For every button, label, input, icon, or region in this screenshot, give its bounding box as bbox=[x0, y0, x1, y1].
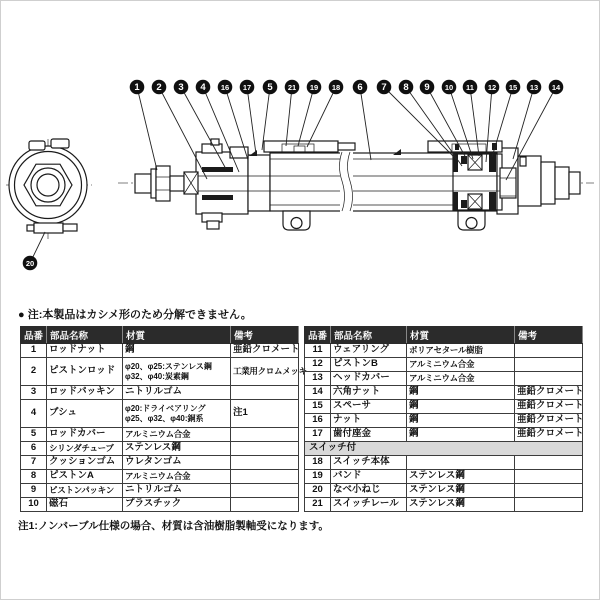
column-header-2: 材質 bbox=[123, 327, 231, 344]
note-1: 注1:ノンバーブル仕様の場合、材質は含油樹脂製軸受になります。 bbox=[18, 520, 329, 532]
cell-part-name: スイッチ本体 bbox=[331, 456, 407, 470]
balloon-8 bbox=[399, 80, 414, 95]
cell-part-name: ピストンB bbox=[331, 358, 407, 372]
cell-part-name: ロッドパッキン bbox=[47, 386, 123, 400]
cell-part-no: 8 bbox=[21, 470, 47, 484]
table-row bbox=[305, 358, 583, 372]
cell-remark: 注1 bbox=[231, 400, 299, 428]
cell-part-name: ナット bbox=[331, 414, 407, 428]
table-row bbox=[305, 428, 583, 442]
cell-material: φ20:ドライベアリング φ25、φ32、φ40:銅系 bbox=[123, 400, 231, 428]
cell-material: 鋼 bbox=[407, 428, 515, 442]
cell-material: 鋼 bbox=[123, 344, 231, 358]
svg-text:2: 2 bbox=[156, 82, 162, 93]
cell-remark bbox=[515, 358, 583, 372]
balloon-6 bbox=[353, 80, 368, 95]
balloon-13 bbox=[527, 80, 542, 95]
cell-part-name: ピストンロッド bbox=[47, 358, 123, 386]
cell-remark bbox=[231, 386, 299, 400]
column-header-3: 備考 bbox=[515, 327, 583, 344]
svg-text:3: 3 bbox=[178, 82, 184, 93]
cell-remark bbox=[231, 456, 299, 470]
cylinder-side-view bbox=[135, 139, 580, 230]
cell-part-no: 6 bbox=[21, 442, 47, 456]
svg-text:21: 21 bbox=[287, 83, 297, 92]
cell-material: ステンレス鋼 bbox=[407, 470, 515, 484]
switch-bracket bbox=[34, 223, 63, 233]
cell-material: ステンレス鋼 bbox=[123, 442, 231, 456]
svg-text:13: 13 bbox=[529, 83, 539, 92]
cell-part-no: 20 bbox=[305, 484, 331, 498]
cell-part-no: 3 bbox=[21, 386, 47, 400]
svg-text:6: 6 bbox=[357, 82, 363, 93]
cell-part-no: 2 bbox=[21, 358, 47, 386]
cell-material bbox=[407, 456, 515, 470]
parts-table-left bbox=[20, 326, 307, 512]
column-header-1: 部品名称 bbox=[331, 327, 407, 344]
table-row bbox=[21, 358, 299, 386]
table-row bbox=[305, 386, 583, 400]
parts-tables bbox=[20, 326, 583, 512]
table-row bbox=[305, 456, 583, 470]
cell-part-no: 12 bbox=[305, 358, 331, 372]
svg-text:7: 7 bbox=[381, 82, 387, 93]
cell-material: ポリアセタール樹脂 bbox=[407, 344, 515, 358]
cell-material: 鋼 bbox=[407, 386, 515, 400]
cell-part-name: ヘッドカバー bbox=[331, 372, 407, 386]
svg-text:10: 10 bbox=[444, 83, 454, 92]
bracket-tab bbox=[27, 225, 34, 231]
cylinder-end-view bbox=[9, 139, 87, 233]
table-row bbox=[305, 414, 583, 428]
balloon-17 bbox=[240, 80, 255, 95]
svg-text:8: 8 bbox=[403, 82, 409, 93]
leader-line-6 bbox=[360, 87, 371, 160]
cell-part-no: 9 bbox=[21, 484, 47, 498]
balloon-12 bbox=[485, 80, 500, 95]
cell-part-name: バンド bbox=[331, 470, 407, 484]
port-mark bbox=[393, 149, 401, 155]
cell-part-no: 14 bbox=[305, 386, 331, 400]
balloon-3 bbox=[174, 80, 189, 95]
balloon-14 bbox=[549, 80, 564, 95]
cell-remark: 工業用クロムメッキ bbox=[231, 358, 299, 386]
cell-remark bbox=[231, 498, 299, 512]
cell-material: ステンレス鋼 bbox=[407, 498, 515, 512]
cell-part-name: ピストンA bbox=[47, 470, 123, 484]
column-header-0: 品番 bbox=[21, 327, 47, 344]
cell-part-no: 16 bbox=[305, 414, 331, 428]
cell-part-no: 13 bbox=[305, 372, 331, 386]
balloon-21 bbox=[285, 80, 300, 95]
cell-remark bbox=[515, 484, 583, 498]
balloon-10 bbox=[442, 80, 457, 95]
balloon-9 bbox=[420, 80, 435, 95]
mounting-foot bbox=[458, 211, 485, 230]
table-row bbox=[21, 498, 299, 512]
cell-remark bbox=[515, 344, 583, 358]
rod-end bbox=[135, 174, 151, 193]
cell-part-name: スイッチレール bbox=[331, 498, 407, 512]
balloon-4 bbox=[196, 80, 211, 95]
svg-text:1: 1 bbox=[134, 82, 140, 93]
cell-part-no: 1 bbox=[21, 344, 47, 358]
cell-material: 鋼 bbox=[407, 400, 515, 414]
table-row bbox=[305, 484, 583, 498]
cell-part-no: 4 bbox=[21, 400, 47, 428]
cell-part-no: 10 bbox=[21, 498, 47, 512]
cell-material: アルミニウム合金 bbox=[123, 428, 231, 442]
svg-text:5: 5 bbox=[267, 82, 273, 93]
leader-line-7 bbox=[384, 87, 456, 159]
cell-part-no: 21 bbox=[305, 498, 331, 512]
table-row bbox=[21, 484, 299, 498]
cell-part-name: クッションゴム bbox=[47, 456, 123, 470]
cell-part-name: スペーサ bbox=[331, 400, 407, 414]
svg-text:14: 14 bbox=[551, 83, 561, 92]
cell-part-name: ピストンパッキン bbox=[47, 484, 123, 498]
column-header-1: 部品名称 bbox=[47, 327, 123, 344]
cell-remark: 亜鉛クロメート bbox=[515, 414, 583, 428]
cell-part-name: ロッドナット bbox=[47, 344, 123, 358]
section-header-switch: スイッチ付 bbox=[305, 442, 583, 456]
piston-packing bbox=[461, 156, 467, 164]
table-row bbox=[21, 456, 299, 470]
cell-part-no: 19 bbox=[305, 470, 331, 484]
table-row bbox=[21, 442, 299, 456]
svg-text:16: 16 bbox=[220, 83, 230, 92]
cell-part-no: 18 bbox=[305, 456, 331, 470]
leader-line-1 bbox=[137, 87, 157, 170]
rod-packing bbox=[202, 167, 233, 172]
cell-part-name: 歯付座金 bbox=[331, 428, 407, 442]
column-header-0: 品番 bbox=[305, 327, 331, 344]
balloon-1 bbox=[130, 80, 145, 95]
cell-material: プラスチック bbox=[123, 498, 231, 512]
balloon-18 bbox=[329, 80, 344, 95]
cell-material: アルミニウム合金 bbox=[407, 358, 515, 372]
cell-remark bbox=[515, 372, 583, 386]
cell-part-name: なべ小ねじ bbox=[331, 484, 407, 498]
cell-part-no: 11 bbox=[305, 344, 331, 358]
cell-remark: 亜鉛クロメート bbox=[231, 344, 299, 358]
leader-line-17 bbox=[247, 87, 256, 154]
column-header-2: 材質 bbox=[407, 327, 515, 344]
cell-material: ステンレス鋼 bbox=[407, 484, 515, 498]
table-row bbox=[21, 386, 299, 400]
balloon-20 bbox=[23, 256, 38, 271]
cell-remark bbox=[231, 442, 299, 456]
table-row bbox=[305, 442, 583, 456]
cell-remark bbox=[231, 484, 299, 498]
cell-part-no: 17 bbox=[305, 428, 331, 442]
table-row bbox=[305, 498, 583, 512]
cell-material: ウレタンゴム bbox=[123, 456, 231, 470]
balloon-7 bbox=[377, 80, 392, 95]
cell-remark bbox=[515, 498, 583, 512]
cell-remark bbox=[515, 470, 583, 484]
hex-nut bbox=[500, 168, 516, 198]
cell-material: ニトリルゴム bbox=[123, 386, 231, 400]
piston-rod bbox=[170, 176, 184, 191]
cell-part-name: ロッドカバー bbox=[47, 428, 123, 442]
table-row bbox=[21, 470, 299, 484]
cell-part-no: 5 bbox=[21, 428, 47, 442]
cell-part-name: 六角ナット bbox=[331, 386, 407, 400]
balloon-2 bbox=[152, 80, 167, 95]
cell-material: ニトリルゴム bbox=[123, 484, 231, 498]
cell-part-name: ウェアリング bbox=[331, 344, 407, 358]
balloon-5 bbox=[263, 80, 278, 95]
balloon-11 bbox=[463, 80, 478, 95]
table-row bbox=[305, 400, 583, 414]
svg-text:18: 18 bbox=[331, 83, 341, 92]
table-row bbox=[21, 344, 299, 358]
column-header-3: 備考 bbox=[231, 327, 299, 344]
mounting-foot bbox=[283, 211, 310, 230]
parts-table-right bbox=[304, 326, 583, 512]
cell-part-name: ブシュ bbox=[47, 400, 123, 428]
balloon-19 bbox=[307, 80, 322, 95]
switch-rail bbox=[264, 141, 338, 152]
rod-nut bbox=[156, 166, 170, 201]
svg-text:12: 12 bbox=[487, 83, 497, 92]
port-boss-right bbox=[51, 139, 69, 148]
cell-material: アルミニウム合金 bbox=[123, 470, 231, 484]
cell-remark: 亜鉛クロメート bbox=[515, 400, 583, 414]
svg-text:4: 4 bbox=[200, 82, 206, 93]
svg-text:17: 17 bbox=[242, 83, 252, 92]
cell-remark: 亜鉛クロメート bbox=[515, 428, 583, 442]
cell-part-no: 15 bbox=[305, 400, 331, 414]
cell-part-name: 磁石 bbox=[47, 498, 123, 512]
table-row bbox=[305, 344, 583, 358]
balloon-16 bbox=[218, 80, 233, 95]
port-boss-left bbox=[29, 141, 45, 150]
cell-part-name: シリンダチューブ bbox=[47, 442, 123, 456]
note-crimped: ● 注:本製品はカシメ形のため分解できません。 bbox=[18, 309, 252, 321]
cell-remark: 亜鉛クロメート bbox=[515, 386, 583, 400]
table-row bbox=[21, 428, 299, 442]
leader-line-21 bbox=[286, 87, 292, 146]
svg-text:20: 20 bbox=[25, 259, 35, 268]
cell-remark bbox=[231, 470, 299, 484]
cell-remark bbox=[515, 456, 583, 470]
table-row bbox=[21, 400, 299, 428]
cell-material: 鋼 bbox=[407, 414, 515, 428]
cell-material: アルミニウム合金 bbox=[407, 372, 515, 386]
table-row bbox=[305, 470, 583, 484]
svg-text:9: 9 bbox=[424, 82, 430, 93]
table-row bbox=[305, 372, 583, 386]
balloon-15 bbox=[506, 80, 521, 95]
cell-material: φ20、φ25:ステンレス鋼 φ32、φ40:炭素鋼 bbox=[123, 358, 231, 386]
svg-text:19: 19 bbox=[309, 83, 319, 92]
cell-part-no: 7 bbox=[21, 456, 47, 470]
leader-line-2 bbox=[159, 87, 207, 179]
svg-text:15: 15 bbox=[508, 83, 518, 92]
cell-remark bbox=[231, 428, 299, 442]
svg-text:11: 11 bbox=[466, 83, 474, 92]
